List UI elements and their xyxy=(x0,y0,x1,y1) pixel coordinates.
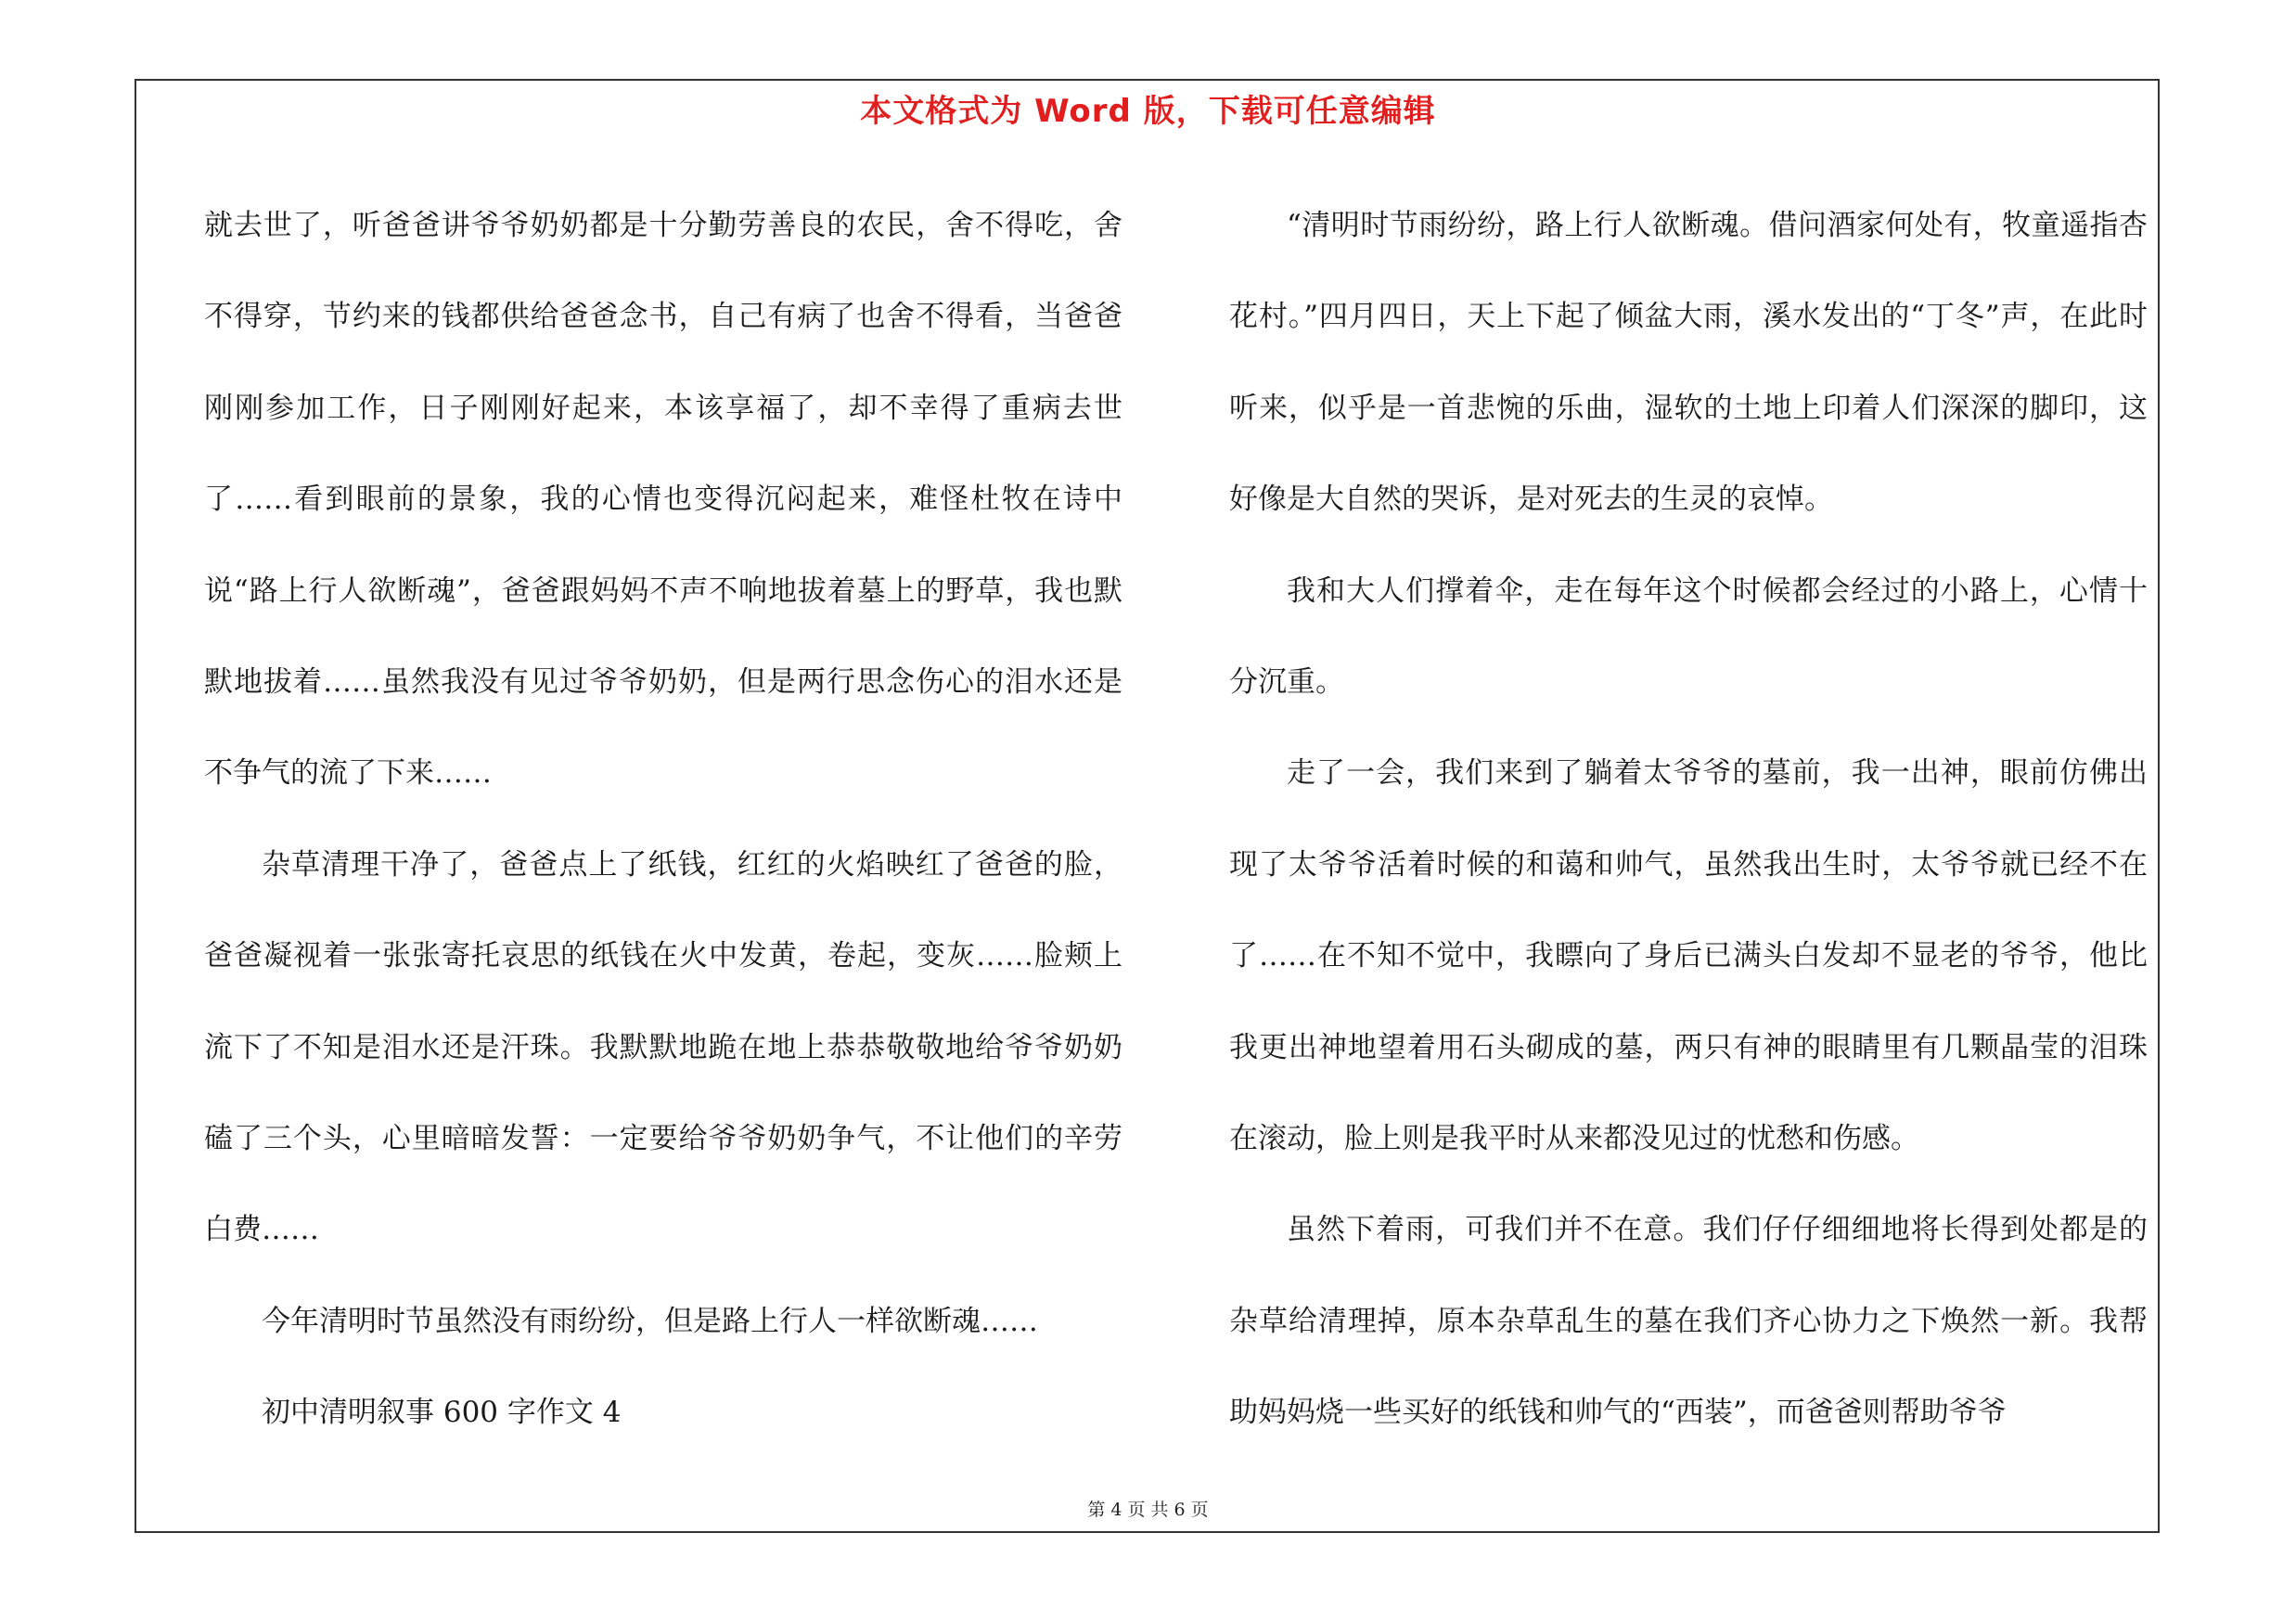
header-banner: 本文格式为 Word 版，下载可任意编辑 xyxy=(860,93,1436,130)
section-heading: 初中清明叙事 600 字作文 4 xyxy=(262,1396,622,1430)
paragraph: 走了一会，我们来到了躺着太爷爷的墓前，我一出神，眼前仿佛出现了太爷爷活着时候的和蔼和帅气，虽然我出生时，太爷爷就已经不在了……在不知不觉中，我瞟向了身后已满头白发却不显老的爷爷，他比我更出神地望着用石头砌成的墓，两只有神的眼睛里有几颗晶莹的泪珠在滚动，脸上则是我平时从来都没见过的忧愁和伤感。 xyxy=(1229,756,2148,1156)
paragraph: 今年清明时节虽然没有雨纷纷，但是路上行人一样欲断魂…… xyxy=(262,1304,1038,1338)
paragraph: 虽然下着雨，可我们并不在意。我们仔仔细细地将长得到处都是的杂草给清理掉，原本杂草乱生的墓在我们齐心协力之下焕然一新。我帮助妈妈烧一些买好的纸钱和帅气的“西装”，而爸爸则帮助爷爷 xyxy=(1229,1213,2148,1430)
paragraph: 杂草清理干净了，爸爸点上了纸钱，红红的火焰映红了爸爸的脸，爸爸凝视着一张张寄托哀思的纸钱在火中发黄，卷起，变灰……脸颊上流下了不知是泪水还是汗珠。我默默地跪在地上恭恭敬敬地给爷爷奶奶磕了三个头，心里暗暗发誓：一定要给爷爷奶奶争气，不让他们的辛劳白费…… xyxy=(204,847,1122,1247)
left-column xyxy=(204,180,1122,1459)
paragraph: 就去世了，听爸爸讲爷爷奶奶都是十分勤劳善良的农民，舍不得吃，舍不得穿，节约来的钱都供给爸爸念书，自己有病了也舍不得看，当爸爸刚刚参加工作，日子刚刚好起来，本该享福了，却不幸得了重病去世了……看到眼前的景象，我的心情也变得沉闷起来，难怪杜牧在诗中说“路上行人欲断魂”，爸爸跟妈妈不声不响地拔着墓上的野草，我也默默地拔着……虽然我没有见过爷爷奶奶，但是两行思念伤心的泪水还是不争气的流了下来…… xyxy=(204,209,1122,791)
page-number: 第 4 页 共 6 页 xyxy=(1087,1500,1209,1520)
right-column xyxy=(1229,180,2148,1459)
paragraph: “清明时节雨纷纷，路上行人欲断魂。借问酒家何处有，牧童遥指杏花村。”四月四日，天上下起了倾盆大雨，溪水发出的“丁冬”声，在此时听来，似乎是一首悲惋的乐曲，湿软的土地上印着人们深深的脚印，这好像是大自然的哭诉，是对死去的生灵的哀悼。 xyxy=(1229,209,2148,517)
paragraph: 我和大人们撑着伞，走在每年这个时候都会经过的小路上，心情十分沉重。 xyxy=(1229,573,2148,700)
